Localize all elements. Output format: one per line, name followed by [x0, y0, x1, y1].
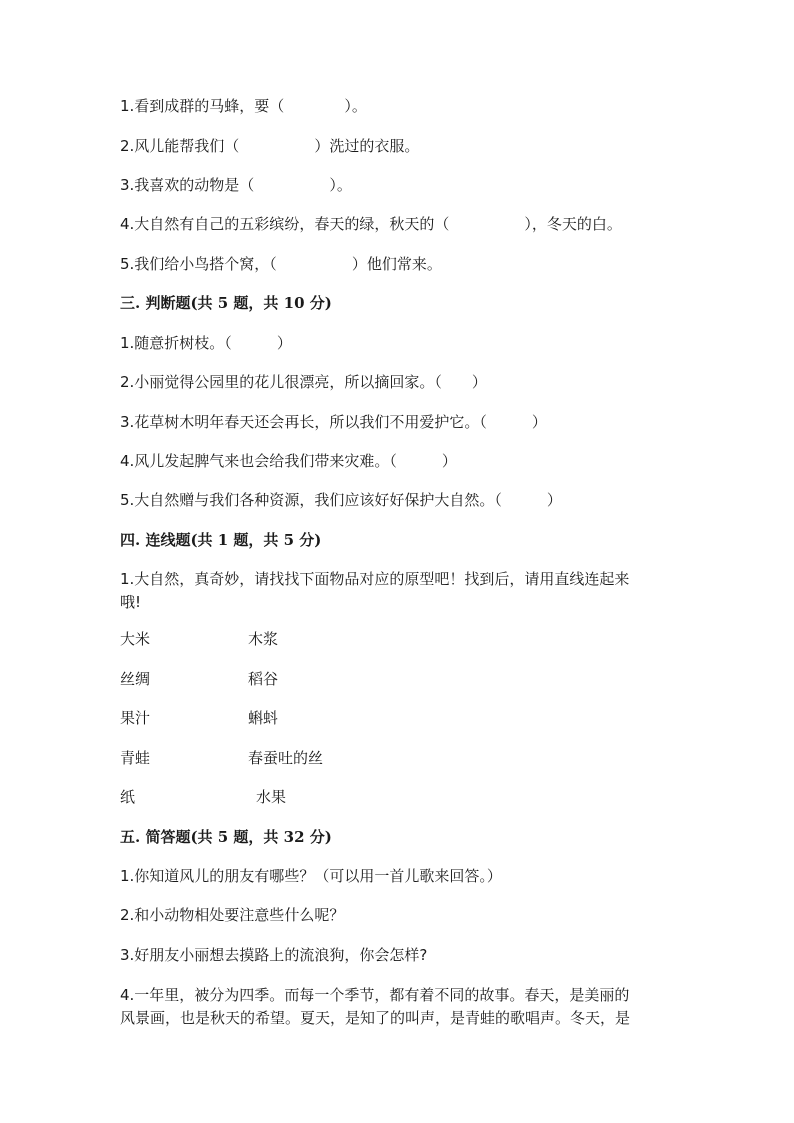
fill-blank-question-1: 1.看到成群的马蜂，要（ ）。 [120, 97, 367, 115]
section-3-heading: 三. 判断题(共 5 题，共 10 分) [120, 294, 332, 312]
judge-question-1: 1.随意折树枝。（ ） [120, 334, 292, 352]
match-question-line-2: 哦! [120, 593, 142, 611]
short-answer-question-4-line-2: 风景画，也是秋天的希望。夏天，是知了的叫声，是青蛙的歌唱声。冬天，是 [120, 1009, 631, 1027]
judge-question-3: 3.花草树木明年春天还会再长，所以我们不用爱护它。（ ） [120, 413, 547, 431]
judge-question-4: 4.风儿发起脾气来也会给我们带来灾难。（ ） [120, 452, 457, 470]
match-left-item: 青蛙 [120, 749, 151, 767]
judge-question-2: 2.小丽觉得公园里的花儿很漂亮，所以摘回家。（ ） [120, 373, 487, 391]
section-5-heading: 五. 简答题(共 5 题，共 32 分) [120, 828, 332, 846]
fill-blank-question-5: 5.我们给小鸟搭个窝，（ ）他们常来。 [120, 255, 442, 273]
match-right-item: 春蚕吐的丝 [248, 749, 324, 767]
short-answer-question-1: 1.你知道风儿的朋友有哪些？（可以用一首儿歌来回答。） [120, 867, 502, 885]
match-right-item: 蝌蚪 [248, 709, 279, 727]
match-question-line-1: 1.大自然，真奇妙，请找找下面物品对应的原型吧！找到后，请用直线连起来 [120, 570, 630, 588]
judge-question-5: 5.大自然赠与我们各种资源，我们应该好好保护大自然。（ ） [120, 491, 562, 509]
match-left-item: 果汁 [120, 709, 151, 727]
match-left-item: 纸 [120, 788, 136, 806]
match-right-item: 稻谷 [248, 670, 279, 688]
short-answer-question-4-line-1: 4.一年里，被分为四季。而每一个季节，都有着不同的故事。春天，是美丽的 [120, 986, 630, 1004]
section-4-heading: 四. 连线题(共 1 题，共 5 分) [120, 531, 322, 549]
fill-blank-question-2: 2.风儿能帮我们（ ）洗过的衣服。 [120, 137, 420, 155]
fill-blank-question-3: 3.我喜欢的动物是（ ）。 [120, 176, 352, 194]
match-left-item: 大米 [120, 630, 151, 648]
short-answer-question-2: 2.和小动物相处要注意些什么呢？ [120, 906, 345, 924]
short-answer-question-3: 3.好朋友小丽想去摸路上的流浪狗，你会怎样? [120, 946, 428, 964]
match-left-item: 丝绸 [120, 670, 151, 688]
match-right-item: 木浆 [248, 630, 279, 648]
fill-blank-question-4: 4.大自然有自己的五彩缤纷，春天的绿，秋天的（ ），冬天的白。 [120, 215, 622, 233]
match-right-item: 水果 [256, 788, 287, 806]
